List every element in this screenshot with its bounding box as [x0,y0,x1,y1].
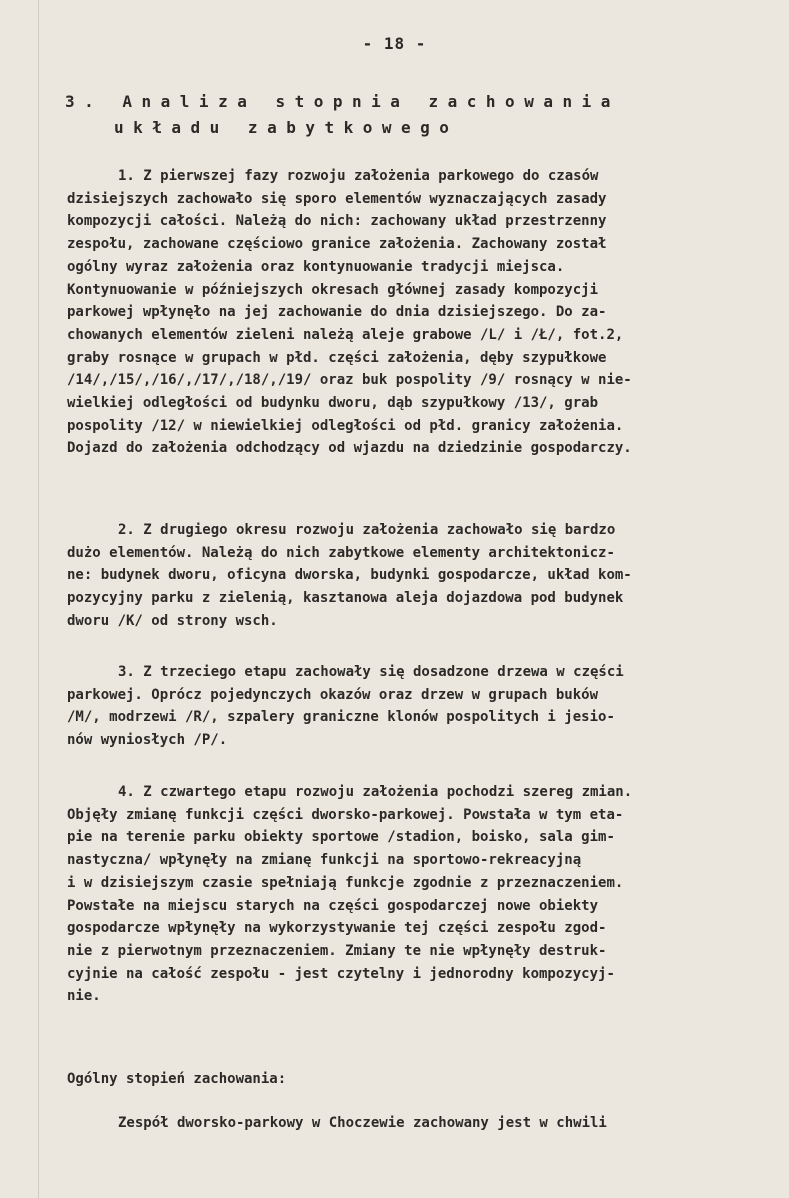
paragraph3-line: parkowej. Oprócz pojedynczych okazów oraz drzew w grupach buków [67,686,599,703]
paragraph4-line: gospodarcze wpłynęły na wykorzystywanie tej części zespołu zgod- [67,920,607,937]
paragraph1-line: wielkiej odległości od budynku dworu, dąb szypułkowy /13/, grab [67,395,599,411]
paragraph1-line: graby rosnące w grupach w płd. części założenia, dęby szypułkowe [67,349,607,366]
paragraph2-line: dworu /K/ od strony wsch. [67,612,278,629]
paragraph1-line: parkowej wpłynęło na jej zachowanie do dnia dzisiejszego. Do za- [67,304,607,321]
paragraph2-line: ne: budynek dworu, oficyna dworska, budynki gospodarcze, układ kom- [67,567,632,584]
paragraph2-line: dużo elementów. Należą do nich zabytkowe elementy architektonicz- [67,544,615,561]
paragraph1-line: zespołu, zachowane częściowo granice założenia. Zachowany został [67,236,607,253]
paragraph2-line: 2. Z drugiego okresu rozwoju założenia zachowało się bardzo [118,522,616,538]
paragraph1-line: Dojazd do założenia odchodzący od wjazdu na dziedzinie gospodarczy. [67,440,632,457]
paragraph4-line: pie na terenie parku obiekty sportowe /stadion, boisko, sala gim- [67,829,615,846]
paragraph3-line: nów wyniosłych /P/. [67,732,228,749]
section-heading-line-1: 3. Analiza stopnia zachowania [65,92,620,111]
paragraph4-line: cyjnie na całość zespołu - jest czytelny i jednorodny kompozycyj- [67,965,615,982]
paragraph1-line: chowanych elementów zieleni należą aleje grabowe /L/ i /Ł/, fot.2, [67,326,624,343]
paragraph1-line: dzisiejszych zachowało się sporo elementów wyznaczających zasady [67,190,607,207]
paragraph4-line: nastyczna/ wpłynęły na zmianę funkcji na sportowo-rekreacyjną [67,852,582,869]
paragraph3-line: /M/, modrzewi /R/, szpalery graniczne klonów pospolitych i jesio- [67,709,615,726]
paragraph1-line: ogólny wyraz założenia oraz kontynuowanie tradycji miejsca. [67,258,565,275]
paragraph4-line: nie z pierwotnym przeznaczeniem. Zmiany te nie wpłynęły destruk- [67,942,607,959]
paragraph1-line: kompozycji całości. Należą do nich: zachowany układ przestrzenny [67,213,607,230]
paragraph-final-line: Zespół dworsko-parkowy w Choczewie zachowany jest w chwili [118,1115,607,1131]
paragraph1-line: /14/,/15/,/16/,/17/,/18/,/19/ oraz buk pospolity /9/ rosnący w nie- [67,372,632,389]
paragraph4-line: Objęły zmianę funkcji części dworsko-parkowej. Powstała w tym eta- [67,806,624,823]
paragraph4-line: 4. Z czwartego etapu rozwoju założenia pochodzi szereg zmian. [118,784,633,800]
page-fold-shadow [38,0,39,1198]
paragraph2-line: pozycyjny parku z zielenią, kasztanowa aleja dojazdowa pod budynek [67,590,624,607]
paragraph1-line: 1. Z pierwszej fazy rozwoju założenia parkowego do czasów [118,168,599,184]
page-number: - 18 - [362,34,427,53]
paragraph4-line: Powstałe na miejscu starych na części gospodarczej nowe obiekty [67,897,599,914]
paragraph1-line: pospolity /12/ w niewielkiej odległości od płd. granicy założenia. [67,417,624,434]
section-heading-line-2: układu zabytkowego [114,118,459,137]
paragraph3-line: 3. Z trzeciego etapu zachowały się dosadzone drzewa w części [118,664,624,680]
paragraph1-line: Kontynuowanie w późniejszych okresach głównej zasady kompozycji [67,281,599,298]
paragraph4-line: i w dzisiejszym czasie spełniają funkcje zgodnie z przeznaczeniem. [67,874,624,891]
paragraph4-line: nie. [67,988,101,1005]
subheading: Ogólny stopień zachowania: [67,1071,287,1087]
